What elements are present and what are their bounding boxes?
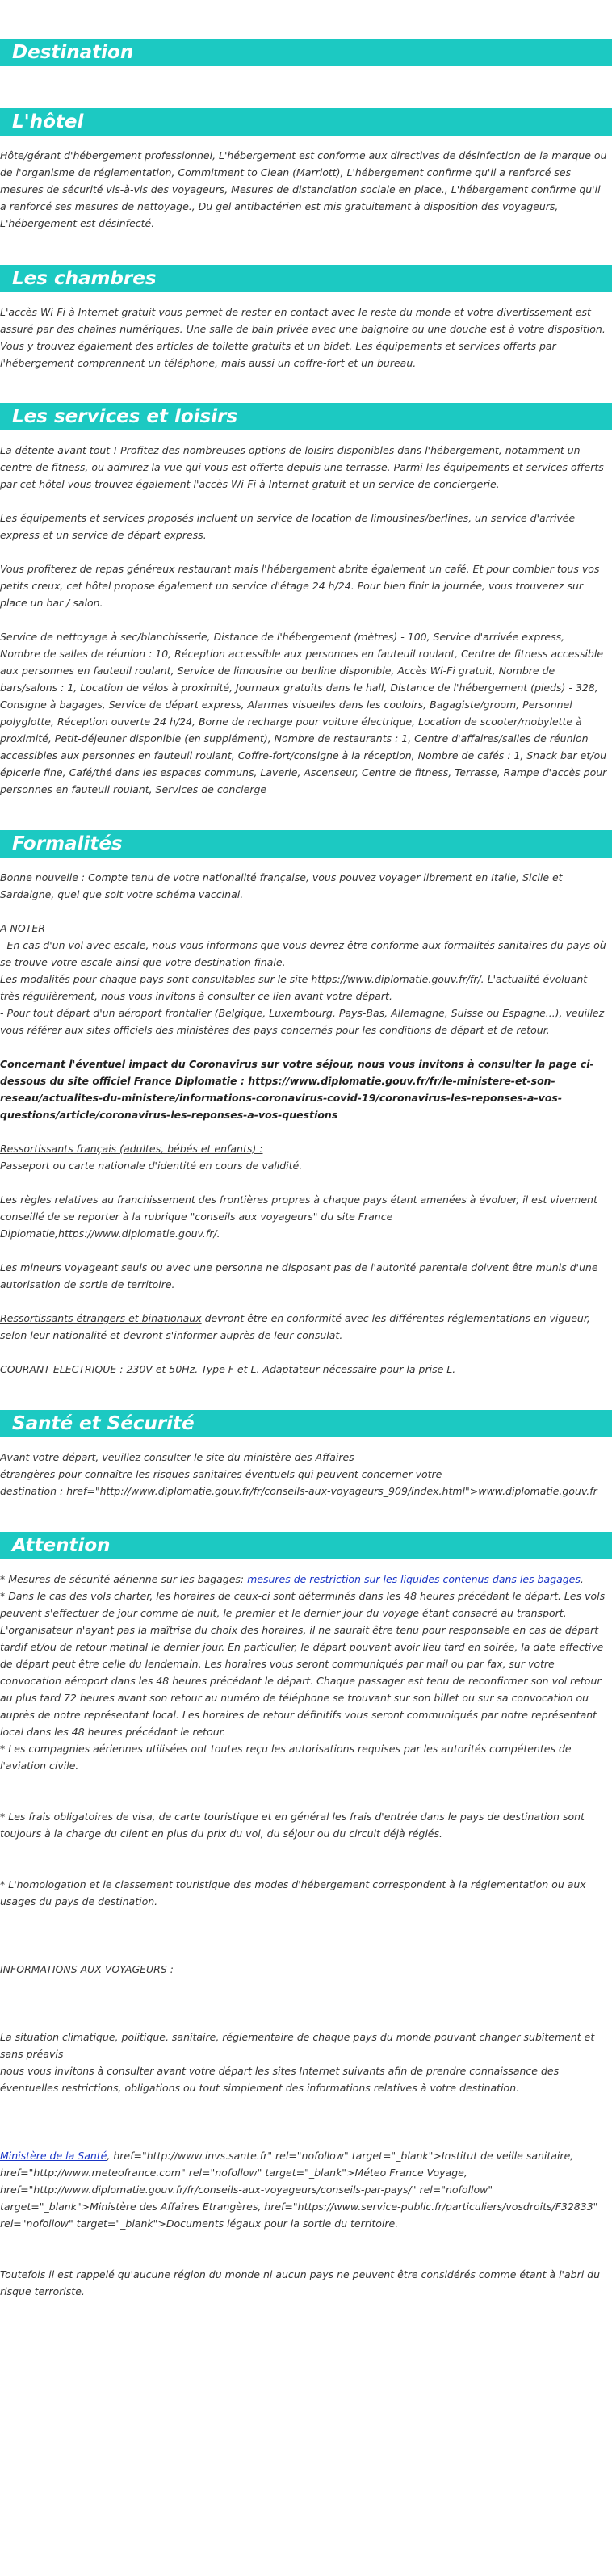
liquids-restriction-link[interactable]: mesures de restriction sur les liquides contenus dans les bagages (247, 1573, 581, 1585)
section-title-formalities: Formalités (0, 830, 612, 858)
ministry-health-link[interactable]: Ministère de la Santé (0, 2150, 107, 2162)
foreign-nationals-text: devront être en conformité avec les différentes réglementations en vigueur, selon leur nationalité et devront s'informer auprès de leur consulat. (0, 1312, 590, 1341)
baggage-measures-end: . (580, 1573, 584, 1585)
foreign-nationals-label: Ressortissants étrangers et binationaux (0, 1312, 202, 1324)
services-paragraph-1: La détente avant tout ! Profitez des nombreuses options de loisirs disponibles dans l'hébergement, notamment un centre de fitness, ou admirez la vue qui vous est offerte depuis une terrasse. Parmi les équipements et services offerts par cet hôtel vous trouvez également l'accès Wi-Fi à Internet gratuit et un service de conciergerie. (0, 444, 604, 490)
services-paragraph-3: Vous profiterez de repas généreux restaurant mais l'hébergement abrite également un café. Et pour combler tous vos petits creux, cet hôtel propose également un service d'étage 24 h/24. Pour bien finir la journée, vous trouverez sur place un bar / salon. (0, 563, 600, 609)
section-title-services: Les services et loisirs (0, 403, 612, 430)
attention-consult-sites: nous vous invitons à consulter avant votre départ les sites Internet suivants afin de prendre connaissance des éventuelles restrictions, obligations ou tout simplement des informations relatives à votre destination. (0, 2065, 560, 2094)
attention-terrorism-risk: Toutefois il est rappelé qu'aucune région du monde ni aucun pays ne peuvent être considérés comme étant à l'abri du risque terroriste. (0, 2268, 601, 2297)
attention-useful-links (0, 2147, 607, 2232)
formalities-note-modalities: Les modalités pour chaque pays sont consultables sur le site https://www.diplomatie.gouv.fr/fr/. L'actualité évoluant très régulièrement, nous vous invitons à consulter ce lien avant votre départ. (0, 973, 588, 1002)
baggage-measures-text: * Mesures de sécurité aérienne sur les bagages: (0, 1573, 248, 1585)
section-title-hotel: L'hôtel (0, 108, 612, 136)
formalities-foreign-nationals (0, 1310, 607, 1344)
attention-baggage-measures (0, 1571, 607, 1588)
section-title-rooms: Les chambres (0, 265, 612, 292)
health-line-1: Avant votre départ, veuillez consulter le site du ministère des Affaires (0, 1451, 354, 1463)
formalities-french-nationals-title: Ressortissants français (adultes, bébés et enfants) : (0, 1143, 263, 1155)
attention-situation-change: La situation climatique, politique, sanitaire, réglementaire de chaque pays du monde pouvant changer subitement et sans préavis (0, 2031, 595, 2060)
formalities-french-nationals-docs: Passeport ou carte nationale d'identité en cours de validité. (0, 1160, 303, 1172)
attention-visa-fees: * Les frais obligatoires de visa, de carte touristique et en général les frais d'entrée dans le pays de destination sont toujours à la charge du client en plus du prix du vol, du séjour ou du circuit déjà réglés. (0, 1810, 585, 1840)
section-title-attention: Attention (0, 1532, 612, 1559)
attention-charter-flights: * Dans le cas des vols charter, les horaires de ceux-ci sont déterminés dans les 48 heures précédant le départ. Les vols peuvent s'effectuer de jour comme de nuit, le premier et le dernier jour du voyage étant consacré au transport. L'organisateur n'ayant pas la maîtrise du choix des horaires, il ne saurait être tenu pour responsable en cas de départ tardif et/ou de retour matinal le dernier jour. En particulier, le départ pouvant avoir lieu tard en soirée, la date effective de départ peut être celle du lendemain. Les horaires vous seront communiqués par mail ou par fax, sur votre convocation aéroport dans les 48 heures précédant le départ. Chaque passager est tenu de reconfirmer son vol retour au plus tard 72 heures avant son retour au numéro de téléphone se trouvant sur son billet ou sur sa convocation ou auprès de notre représentant local. Les horaires de retour définitifs vous seront communiqués par notre représentant local dans les 48 heures précédant le retour. (0, 1590, 606, 1738)
formalities-electric-current: COURANT ELECTRIQUE : 230V et 50Hz. Type F et L. Adaptateur nécessaire pour la prise L. (0, 1363, 456, 1375)
formalities-note-border-airport: - Pour tout départ d'un aéroport frontalier (Belgique, Luxembourg, Pays-Bas, Allemagne, Suisse ou Espagne...), veuillez vous référer aux sites officiels des ministères des pays concernés pour les conditions de départ et de retour. (0, 1007, 605, 1036)
health-line-2: étrangères pour connaître les risques sanitaires éventuels qui peuvent concerner votre (0, 1468, 442, 1480)
section-title-health: Santé et Sécurité (0, 1410, 612, 1437)
attention-travellers-info-title: INFORMATIONS AUX VOYAGEURS : (0, 1963, 174, 1975)
rooms-description: L'accès Wi-Fi à Internet gratuit vous permet de rester en contact avec le reste du monde et votre divertissement est assuré par des chaînes numériques. Une salle de bain privée avec une baignoire ou une douche est à votre disposition. Vous y trouvez également des articles de toilette gratuits et un bidet. Les équipements et services offerts par l'hébergement comprennent un téléphone, mais aussi un coffre-fort et un bureau. (0, 306, 606, 369)
formalities-border-rules: Les règles relatives au franchissement des frontières propres à chaque pays étant amenées à évoluer, il est vivement conseillé de se reporter à la rubrique "conseils aux voyageurs" du site France Diplomatie,https://www.diplomatie.gouv.fr/. (0, 1194, 597, 1240)
formalities-minors: Les mineurs voyageant seuls ou avec une personne ne disposant pas de l'autorité parentale doivent être munis d'une autorisation de sortie de territoire. (0, 1261, 598, 1290)
formalities-note-title: A NOTER (0, 922, 45, 934)
section-title-destination: Destination (0, 39, 612, 66)
attention-accommodation-rating: * L'homologation et le classement touristique des modes d'hébergement correspondent à la réglementation ou aux usages du pays de destination. (0, 1878, 586, 1907)
hotel-description: Hôte/gérant d'hébergement professionnel, L'hébergement est conforme aux directives de désinfection de la marque ou de l'organisme de réglementation, Commitment to Clean (Marriott), L'hébergement confirme qu'il a renforcé ses mesures de sécurité vis-à-vis des voyageurs, Mesures de distanciation sociale en place., L'hébergement confirme qu'il a renforcé ses mesures de nettoyage., Du gel antibactérien est mis gratuitement à disposition des voyageurs, L'hébergement est désinfecté. (0, 149, 607, 229)
formalities-note-layover: - En cas d'un vol avec escale, nous vous informons que vous devrez être conforme aux formalités sanitaires du pays où se trouve votre escale ainsi que votre destination finale. (0, 939, 606, 968)
useful-links-text: , href="http://www.invs.sante.fr" rel="nofollow" target="_blank">Institut de veille sanitaire, href="http://www.meteofrance.com" rel="nofollow" target="_blank">Méteo France Voyage, href="http://www.diplomatie.gouv.fr/fr/conseils-aux-voyageurs/conseils-par-pays/" rel="nofollow" target="_blank">Ministère des Affaires Etrangères, href="https://www.service-public.fr/particuliers/vosdroits/F32833" rel="nofollow" target="_blank">Documents légaux pour la sortie du territoire. (0, 2150, 598, 2230)
attention-airlines: * Les compagnies aériennes utilisées ont toutes reçu les autorisations requises par les autorités compétentes de l'aviation civile. (0, 1743, 572, 1772)
formalities-coronavirus-notice: Concernant l'éventuel impact du Coronavirus sur votre séjour, nous vous invitons à consulter la page ci-dessous du site officiel France Diplomatie : https://www.diplomatie.gouv.fr/fr/le-ministere-et-son-reseau/actualites-du-ministere/informations-coronavirus-covid-19/coronavirus-les-reponses-a-vos-questions/article/coronavirus-les-reponses-a-vos-questions (0, 1058, 594, 1121)
services-paragraph-2: Les équipements et services proposés incluent un service de location de limousines/berlines, un service d'arrivée express et un service de départ express. (0, 512, 576, 541)
health-line-3: destination : href="http://www.diplomatie.gouv.fr/fr/conseils-aux-voyageurs_909/index.html">www.diplomatie.gouv.fr (0, 1485, 597, 1497)
formalities-paragraph-1: Bonne nouvelle : Compte tenu de votre nationalité française, vous pouvez voyager librement en Italie, Sicile et Sardaigne, quel que soit votre schéma vaccinal. (0, 871, 563, 900)
services-amenities-list: Service de nettoyage à sec/blanchisserie, Distance de l'hébergement (mètres) - 100, Service d'arrivée express, Nombre de salles de réunion : 10, Réception accessible aux personnes en fauteuil roulant, Centre de fitness accessible aux personnes en fauteuil roulant, Service de limousine ou berline disponible, Accès Wi-Fi gratuit, Nombre de bars/salons : 1, Location de vélos à proximité, Journaux gratuits dans le hall, Distance de l'hébergement (pieds) - 328, Consigne à bagages, Service de départ express, Alarmes visuelles dans les couloirs, Bagagiste/groom, Personnel polyglotte, Réception ouverte 24 h/24, Borne de recharge pour voiture électrique, Location de scooter/mobylette à proximité, Petit-déjeuner disponible (en supplément), Nombre de restaurants : 1, Centre d'affaires/salles de réunion accessibles aux personnes en fauteuil roulant, Coffre-fort/consigne à la réception, Nombre de cafés : 1, Snack bar et/ou épicerie fine, Café/thé dans les espaces communs, Laverie, Ascenseur, Centre de fitness, Terrasse, Rampe d'accès pour personnes en fauteuil roulant, Services de concierge (0, 631, 607, 795)
